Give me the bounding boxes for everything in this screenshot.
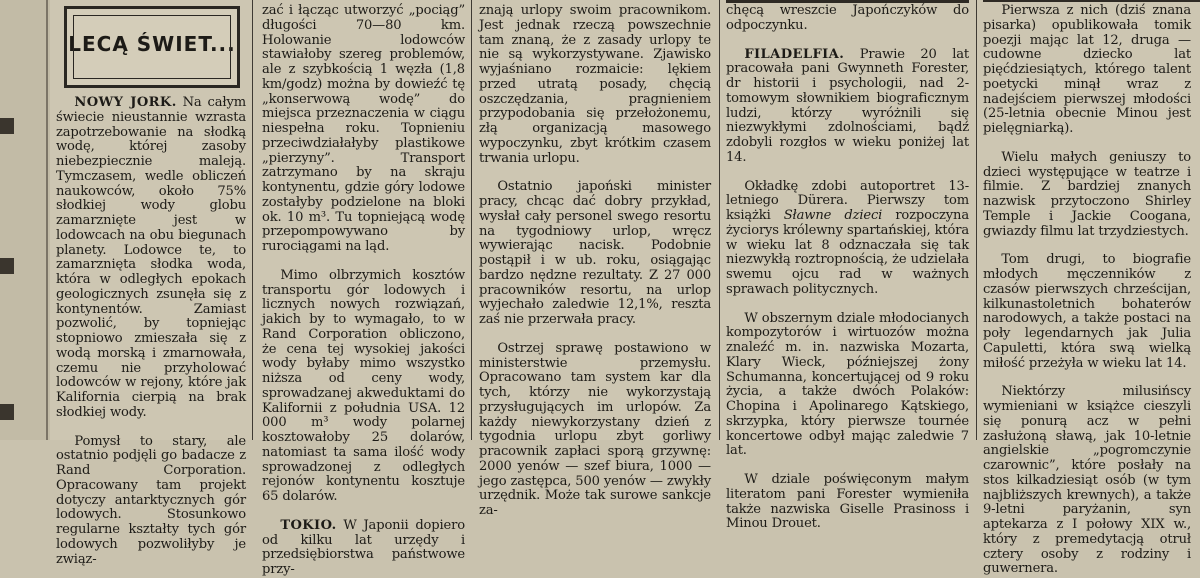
margin-mark (0, 258, 14, 274)
column-5 (983, 3, 1191, 577)
dateline: TOKIO. (280, 517, 337, 533)
dateline: NOWY JORK. (74, 95, 177, 110)
article-paragraph (56, 96, 246, 421)
article-paragraph: Mimo olbrzymich kosztów transportu gór lodowych i licznych nowych rozwiązań, jakich by to wymagało, to w Rand Corporation obliczono, że cena tej wysokiej jakości wody byłaby mimo wszystko niższa od ceny wody, sprowadzanej akweduktami do Kalifornii z południa USA. 12 000 m³ wody polarnej kosztowałoby 25 dolarów, natomiast ta sama ilość wody sprowadzonej z odległych rejonów kontynentu kosztuje 65 dolarów. (262, 267, 465, 504)
masthead-title: LECĄ ŚWIET... (68, 32, 236, 56)
top-rule (983, 0, 1200, 2)
paragraph-text: Prawie 20 lat pracowała pani Gwynneth Forester, dr historii i psychologii, nad 2-tomowym słownikiem biograficznym ludzi, którzy wyróżnili się niezwykłymi zdolnościami, bądź zdobyli rozgłos w wieku poniżej lat 14. (726, 46, 970, 165)
column-4 (726, 3, 970, 532)
column-1-body (56, 96, 246, 567)
article-paragraph: znają urlopy swoim pracownikom. Jest jednak rzeczą powszechnie tam znaną, że z zasady urlopy te nie są wykorzystywane. Zjawisko wyjaśniano rozmaicie: lękiem przed utratą posady, chęcią oszczędzania, pragnieniem przypodobania się przełożonemu, złą organizacją masowego wypoczynku, zbyt krótkim czasem trwania urlopu. (479, 3, 711, 166)
article-paragraph: W dziale poświęconym małym literatom pani Forester wymieniła także nazwiska Giselle Prasinoss i Minou Drouet. (726, 472, 969, 532)
article-paragraph (262, 519, 465, 578)
article-paragraph: W obszernym dziale młodocianych kompozytorów i wirtuozów można znaleźć m. in. nazwiska Mozarta, Klary Wieck, późniejszej żony Schumanna, koncertującej od 9 roku życia, a także dwóch Polaków: Chopina i Apolinarego Kątskiego, skrzypka, który pierwsze tournée koncertowe odbył mając zaledwie 7 lat. (726, 310, 969, 459)
article-paragraph: Wielu małych geniuszy to dzieci występujące w teatrze i filmie. Z bardziej znanych nazwisk przytoczono Shirley Temple i Jackie Coogana, gwiazdy filmu lat trzydziestych. (983, 149, 1191, 239)
section-masthead (64, 6, 240, 88)
article-paragraph: Ostatnio japoński minister pracy, chcąc dać dobry przykład, wysłał cały personel swego resortu na tygodniowy urlop, wręcz wywierając nacisk. Podobnie postąpił i w ub. roku, osiągając bardzo nędzne rezultaty. Z 27 000 pracowników resortu, na urlop wyjechało zaledwie 12,1%, reszta zaś nie przerwała pracy. (479, 179, 711, 327)
article-paragraph: Pomysł to stary, ale ostatnio podjęli go badacze z Rand Corporation. Opracowany tam projekt dotyczy antarktycznych gór lodowych. Stosunkowo regularne kształty tych gór lodowych pozwoliłyby je związ- (56, 433, 246, 567)
column-rule (471, 0, 472, 440)
paragraph-text: Okładkę zdobi autoportret 13-letniego Dürera. Pierwszy tom książki (726, 178, 969, 223)
left-margin-rule (46, 0, 48, 440)
column-rule (719, 0, 720, 440)
column-2 (262, 3, 465, 577)
margin-mark (0, 118, 14, 134)
paragraph-text: rozpoczyna życiorys królewny spartańskiej, która w wieku lat 8 odznaczała się tak niezwykłą roztropnością, że udzielała swemu ojcu rad w ważnych sprawach politycznych. (726, 208, 969, 297)
book-title: Sławne dzieci (783, 208, 883, 223)
article-paragraph: Pierwsza z nich (dziś znana pisarka) opublikowała tomik poezji mając lat 12, druga — cudowne dziecko lat pięćdziesiątych, którego talent poetycki minął wraz z nadejściem pierwszej młodości (25-letnia obecnie Minou jest pielęgniarką). (983, 3, 1191, 136)
paragraph-text: W Japonii dopiero od kilku lat urzędy i przedsiębiorstwa państwowe przy- (262, 517, 465, 577)
left-margin-strip (0, 0, 50, 440)
article-paragraph: Ostrzej sprawę postawiono w ministerstwie przemysłu. Opracowano tam system kar dla tych, którzy nie wykorzystają przysługujących im urlopów. Za każdy niewykorzystany dzień z tygodnia urlopu zbyt gorliwy pracownik zapłaci sporą grzywnę: 2000 yenów — szef biura, 1000 — jego zastępca, 500 yenów — zwykły urzędnik. Może tak surowe sankcje za- (479, 340, 711, 518)
article-paragraph (726, 48, 969, 166)
margin-mark (0, 404, 14, 420)
article-paragraph: zać i łącząc utworzyć „pociąg” długości 70—80 km. Holowanie lodowców stawiałoby szereg problemów, ale z szybkością 1 węzła (1,8 km/godz) można by dowieźć tę „konserwową wodę” do miejsca przeznaczenia w ciągu niespełna roku. Topnieniu przeciwdziałałyby plastikowe „pierzyny”. Transport zatrzymano by na skraju kontynentu, gdzie góry lodowe zostałyby podzielone na bloki ok. 10 m³. Tu topniejącą wodę przepompowywano by rurociągami na ląd. (262, 3, 465, 254)
column-rule (252, 0, 253, 440)
dateline: FILADELFIA. (744, 46, 845, 62)
article-paragraph (726, 180, 969, 298)
column-rule (976, 0, 977, 440)
column-1 (56, 4, 246, 567)
article-paragraph: Tom drugi, to biografie młodych męczenników z czasów pierwszych chrześcijan, kilkunastoletnich bohaterów narodowych, a także postaci na poły legendarnych jak Julia Capuletti, która swą wielką miłość przeżyła w wieku lat 14. (983, 252, 1191, 371)
article-paragraph: Niektórzy milusińscy wymieniani w książce cieszyli się ponurą acz w pełni zasłużoną sławą, jak 10-letnie angielskie „pogromczynie czarownic”, które posłały na stos kilkadziesiąt osób (w tym najbliższych krewnych), a także 9-letni paryżanin, syn aptekarza z I połowy XIX w., który z premedytacją otruł cztery osoby z rodziny i guwernera. (983, 384, 1191, 577)
paragraph-text: Na całym świecie nieustannie wzrasta zapotrzebowanie na słodką wodę, której zasoby niebezpiecznie maleją. Tymczasem, wedle obliczeń naukowców, około 75% słodkiej wody globu zamarznięte jest w lodowcach na obu biegunach planety. Lodowce te, to zamarznięta słodka woda, która w odległych epokach geologicznych zsunęła się z kontynentów. Zamiast pozwolić, by topniejąc stopniowo zmieszała się z wodą morską i zmarnowała, czemu nie przyholować lodowców w rejony, które jak Kalifornia cierpią na brak słodkiej wody. (56, 95, 246, 420)
column-3 (479, 3, 711, 518)
article-paragraph: chęcą wreszcie Japończyków do odpoczynku. (726, 3, 969, 33)
